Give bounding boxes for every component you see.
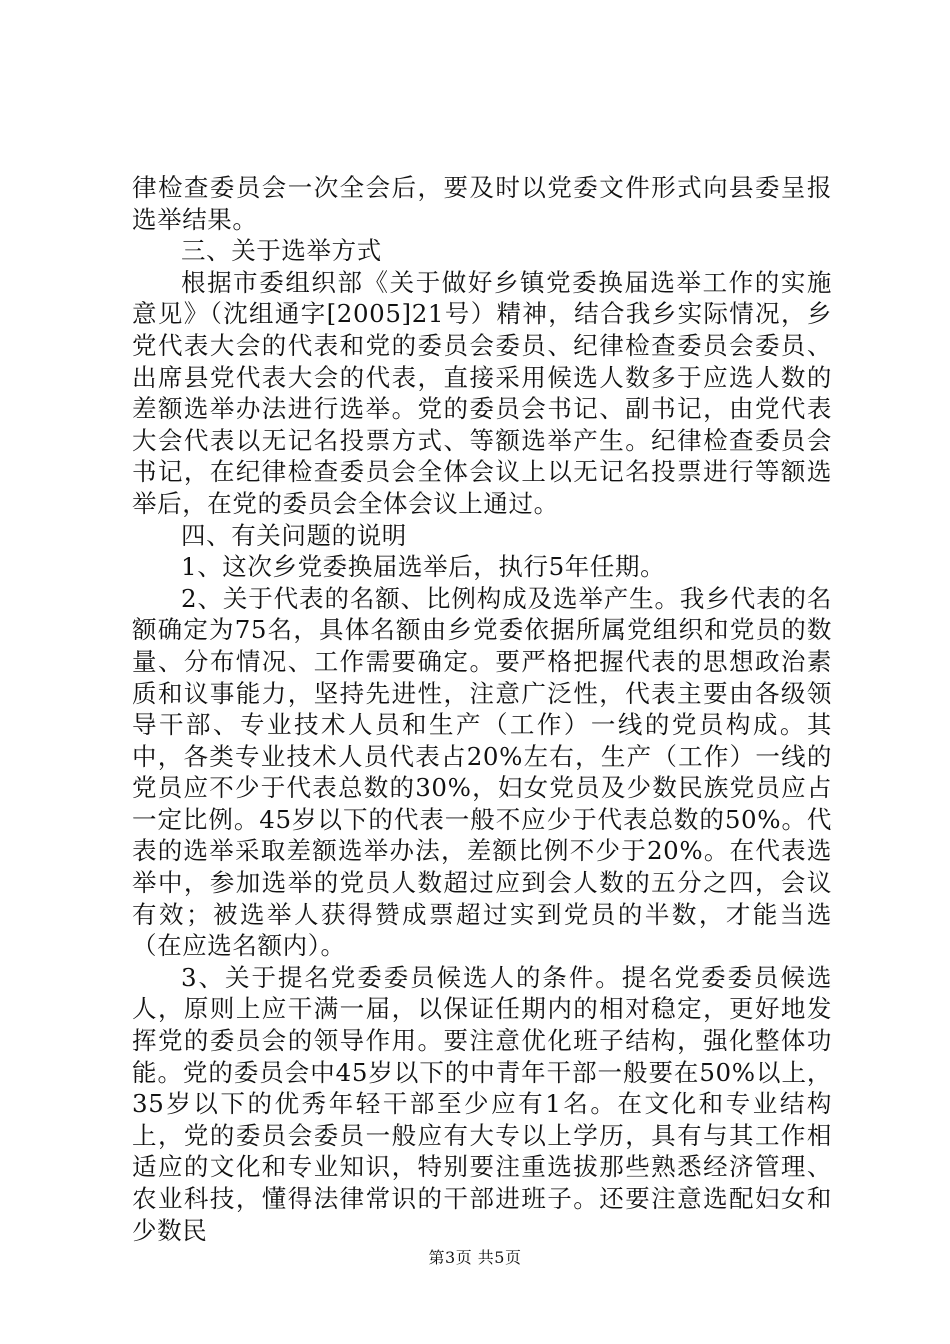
page-number-footer: 第3页 共5页 xyxy=(428,1248,522,1267)
paragraph-continuation: 律检查委员会一次全会后，要及时以党委文件形式向县委呈报选举结果。 xyxy=(132,173,832,234)
paragraph-note-2: 2、关于代表的名额、比例构成及选举产生。我乡代表的名额确定为75名，具体名额由乡党委依据所属党组织和党员的数量、分布情况、工作需要确定。要严格把握代表的思想政治素质和议事能力，坚持先进性，注意广泛性，代表主要由各级领导干部、专业技术人员和生产（工作）一线的党员构成。其中，各类专业技术人员代表占20%左右，生产（工作）一线的党员应不少于代表总数的30%，妇女党员及少数民族党员应占一定比例。45岁以下的代表一般不应少于代表总数的50%。代表的选举采取差额选举办法，差额比例不少于20%。在代表选举中，参加选举的党员人数超过应到会人数的五分之四，会议有效；被选举人获得赞成票超过实到党员的半数，才能当选（在应选名额内）。 xyxy=(132,583,832,961)
section-heading-election-method: 三、关于选举方式 xyxy=(181,236,382,266)
paragraph-election-method: 根据市委组织部《关于做好乡镇党委换届选举工作的实施意见》（沈组通字[2005]21号）精神，结合我乡实际情况，乡党代表大会的代表和党的委员会委员、纪律检查委员会委员、出席县党代表大会的代表，直接采用候选人数多于应选人数的差额选举办法进行选举。党的委员会书记、副书记，由党代表大会代表以无记名投票方式、等额选举产生。纪律检查委员会书记，在纪律检查委员会全体会议上以无记名投票进行等额选举后，在党的委员会全体会议上通过。 xyxy=(132,267,832,518)
paragraph-note-3: 3、关于提名党委委员候选人的条件。提名党委委员候选人，原则上应干满一届，以保证任期内的相对稳定，更好地发挥党的委员会的领导作用。要注意优化班子结构，强化整体功能。党的委员会中45岁以下的中青年干部一般要在50%以上，35岁以下的优秀年轻干部至少应有1名。在文化和专业结构上，党的委员会委员一般应有大专以上学历，具有与其工作相适应的文化和专业知识，特别要注重选拔那些熟悉经济管理、农业科技，懂得法律常识的干部进班子。还要注意选配妇女和少数民 xyxy=(132,962,832,1245)
document-body xyxy=(132,172,832,1246)
section-heading-notes: 四、有关问题的说明 xyxy=(181,520,407,550)
paragraph-note-1: 1、这次乡党委换届选举后，执行5年任期。 xyxy=(181,552,666,582)
